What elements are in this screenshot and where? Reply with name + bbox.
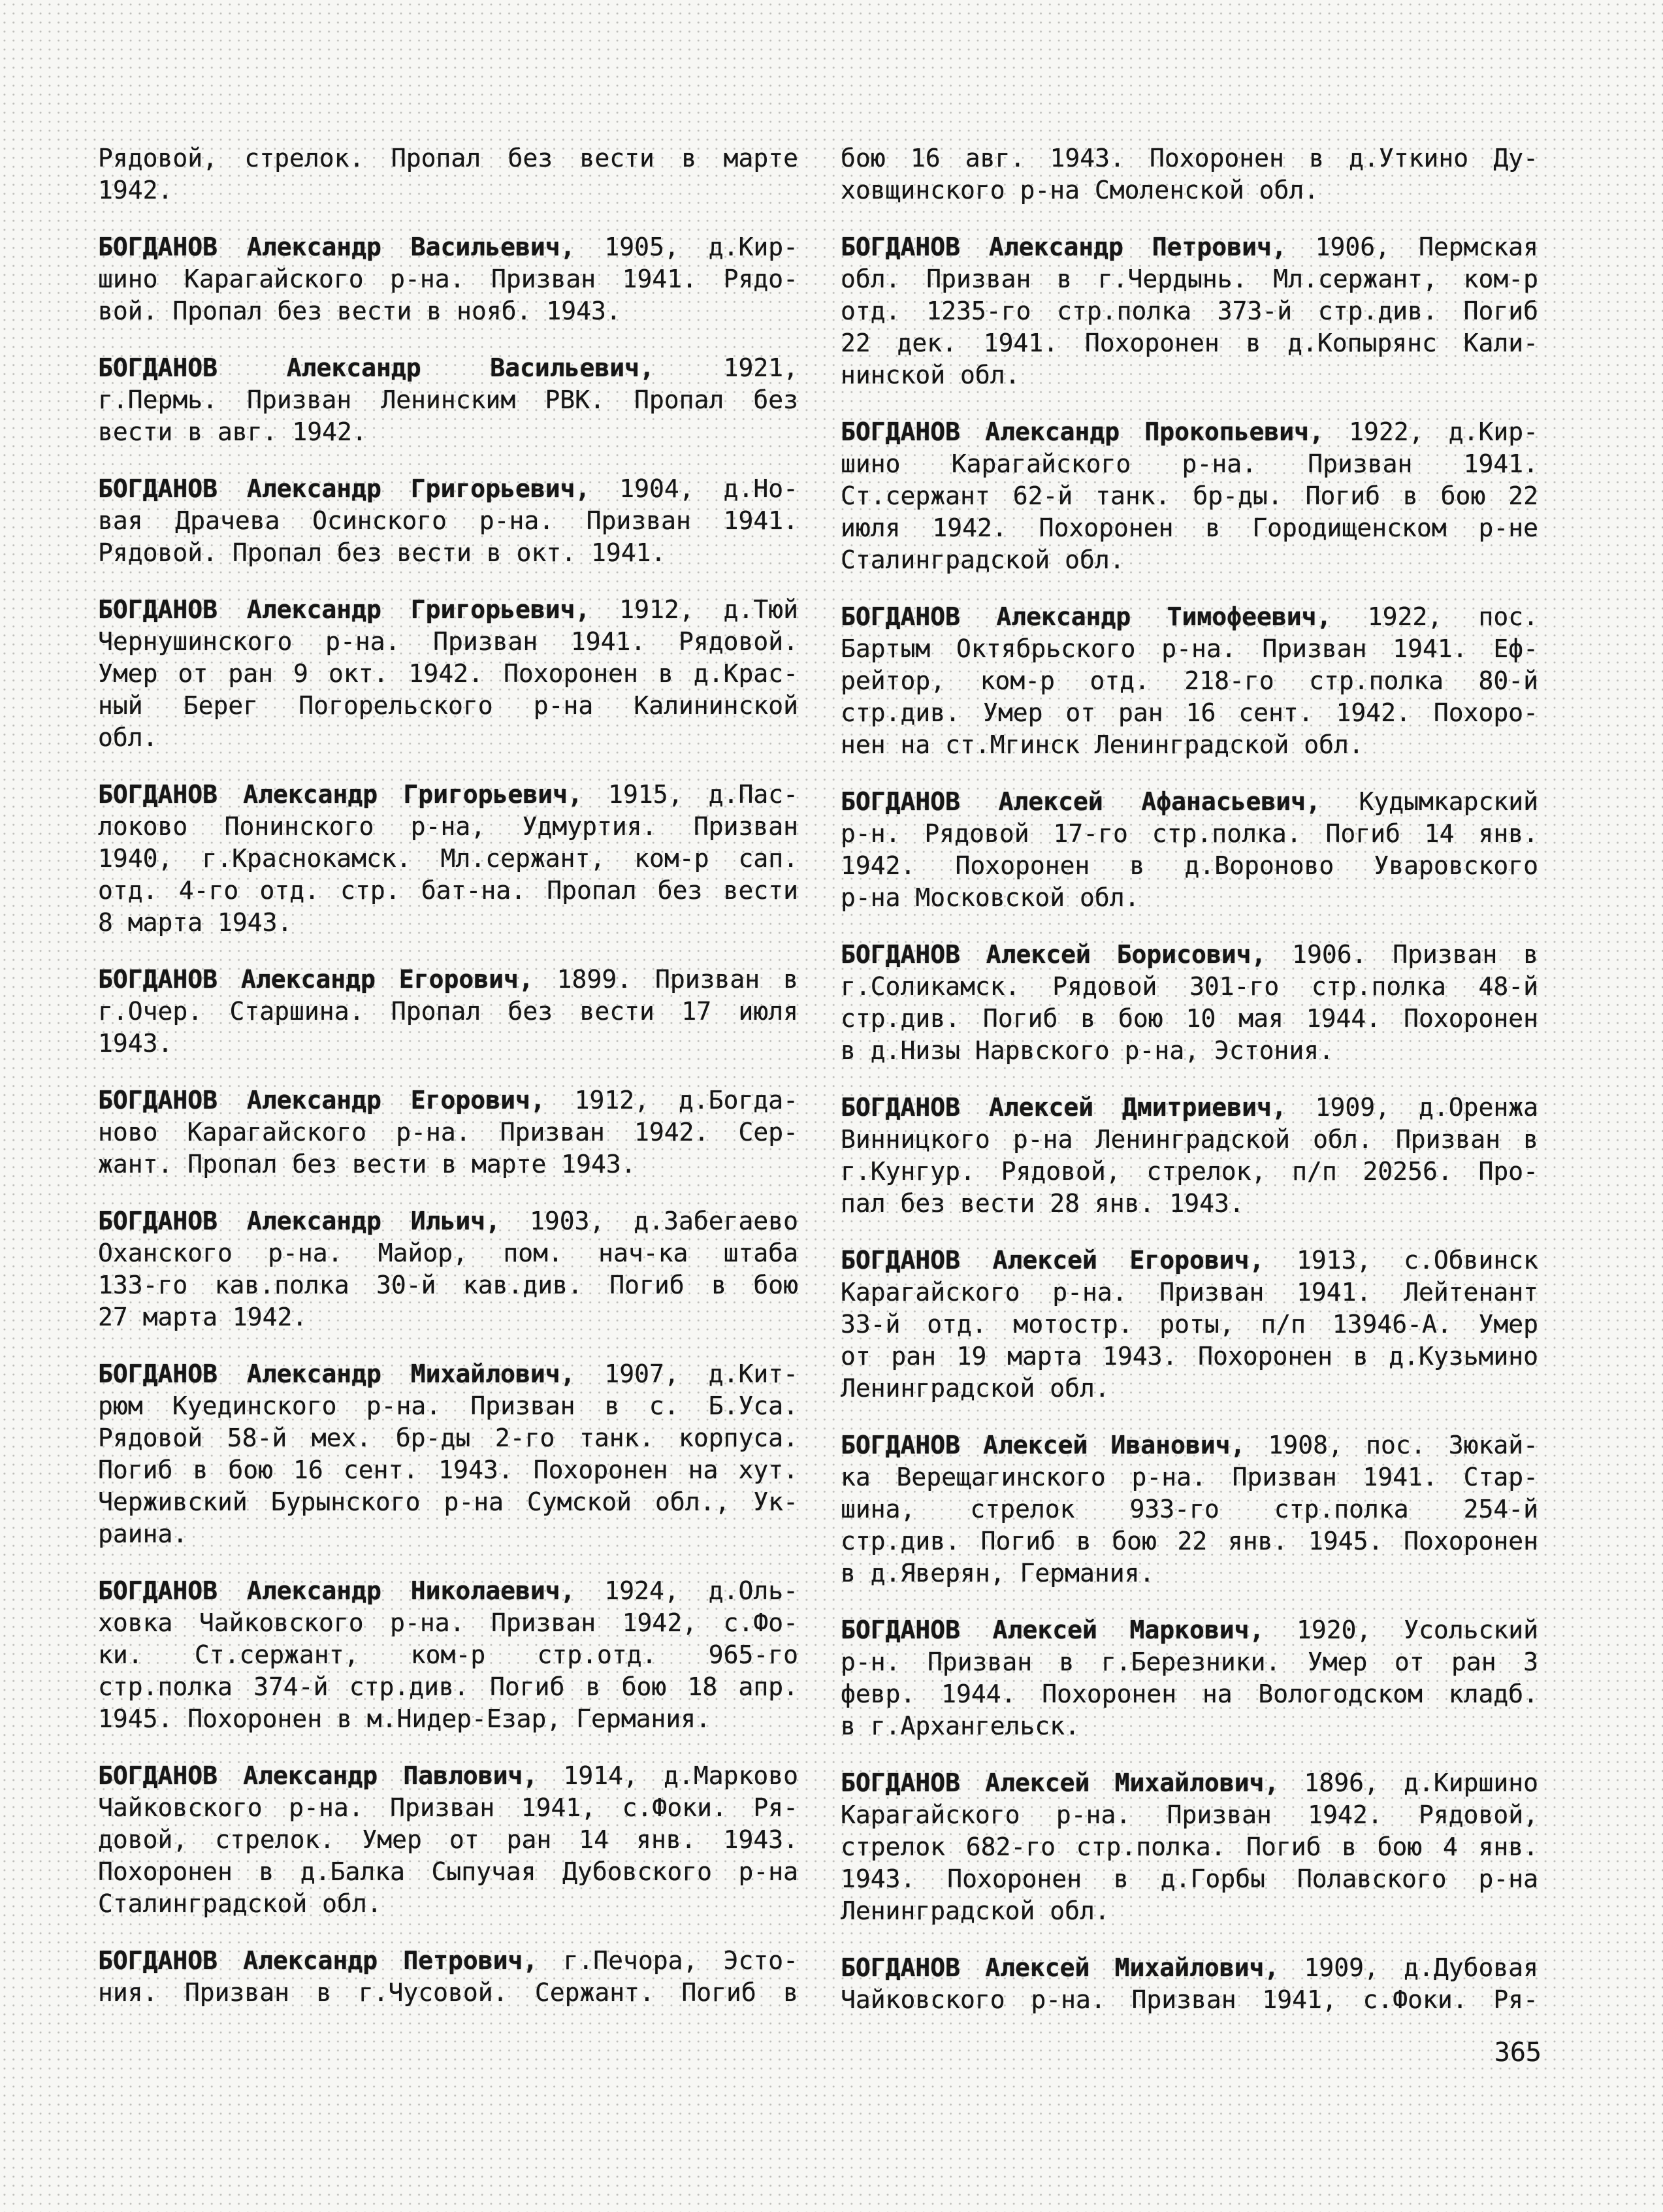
entry-line: отд. 1235-го стр.полка 373-й стр.див. Погиб (841, 297, 1538, 325)
entry-line: 1943. (98, 1029, 173, 1058)
entry-line: нен на ст.Мгинск Ленинградской обл. (841, 730, 1364, 759)
entry-line: Винницкого р-на Ленинградской обл. Призван в (841, 1125, 1538, 1154)
entry (98, 231, 798, 327)
entry-line: 1943. Похоронен в д.Горбы Полавского р-на (841, 1864, 1538, 1893)
entry-line: рюм Куединского р-на. Призван в с. Б.Уса. (98, 1391, 798, 1420)
entry-line: БОГДАНОВ Александр Петрович, г.Печора, Эсто- (98, 1946, 798, 1975)
entry-line: БОГДАНОВ Александр Ильич, 1903, д.Забегаево (98, 1207, 798, 1235)
entry-name: БОГДАНОВ Алексей Дмитриевич, (841, 1093, 1287, 1122)
entry-line: БОГДАНОВ Алексей Михайлович, 1909, д.Дубовая (841, 1953, 1538, 1982)
entry (841, 231, 1538, 391)
entry-line: шина, стрелок 933-го стр.полка 254-й (841, 1495, 1538, 1523)
entry-line: шино Карагайского р-на. Призван 1941. (841, 449, 1538, 478)
entry-name: БОГДАНОВ Александр Егорович, (98, 1086, 545, 1114)
entry-line: рейтор, ком-р отд. 218-го стр.полка 80-й (841, 666, 1538, 695)
entry-line: БОГДАНОВ Алексей Афанасьевич, Кудымкарский (841, 787, 1538, 816)
entry-line: 1942. Похоронен в д.Вороново Уваровского (841, 851, 1538, 880)
entry-line: бою 16 авг. 1943. Похоронен в д.Уткино Ду- (841, 144, 1538, 172)
entry-line: р-н. Рядовой 17-го стр.полка. Погиб 14 янв. (841, 819, 1538, 848)
entry-line: БОГДАНОВ Алексей Михайлович, 1896, д.Киршино (841, 1768, 1538, 1797)
entry-line: БОГДАНОВ Алексей Иванович, 1908, пос. Зюкай- (841, 1431, 1538, 1459)
entry-line: г.Кунгур. Рядовой, стрелок, п/п 20256. Про- (841, 1157, 1538, 1186)
entry (98, 473, 798, 569)
entry-line: Сталинградской обл. (98, 1889, 382, 1918)
entry (841, 1244, 1538, 1405)
entry-line: г.Соликамск. Рядовой 301-го стр.полка 48-й (841, 972, 1538, 1001)
entry-line: февр. 1944. Похоронен на Вологодском кладб. (841, 1680, 1538, 1708)
entry-name: БОГДАНОВ Александр Григорьевич, (98, 780, 583, 809)
entry-name: БОГДАНОВ Алексей Маркович, (841, 1616, 1265, 1644)
entry-line: в д.Яверян, Германия. (841, 1559, 1155, 1587)
entry-line: БОГДАНОВ Алексей Егорович, 1913, с.Обвинск (841, 1246, 1538, 1275)
entry (98, 1358, 798, 1550)
entry-line: БОГДАНОВ Александр Васильевич, 1921, (98, 353, 798, 382)
entry-line: БОГДАНОВ Александр Егорович, 1899. Призван в (98, 965, 798, 994)
entry-line: пал без вести 28 янв. 1943. (841, 1189, 1244, 1218)
entry-line: 22 дек. 1941. Похоронен в д.Копырянс Кали- (841, 329, 1538, 357)
entry-line: Похоронен в д.Балка Сыпучая Дубовского р-на (98, 1857, 798, 1886)
entry-line: вести в авг. 1942. (98, 417, 367, 446)
entry-line: БОГДАНОВ Александр Николаевич, 1924, д.Оль- (98, 1576, 798, 1605)
entry-line: от ран 19 марта 1943. Похоронен в д.Кузьмино (841, 1342, 1538, 1371)
entry-line: Бартым Октябрьского р-на. Призван 1941. Еф- (841, 634, 1538, 663)
column-left (98, 142, 798, 2034)
entry (98, 1205, 798, 1333)
entry-line: Карагайского р-на. Призван 1942. Рядовой, (841, 1800, 1538, 1829)
entry-line: БОГДАНОВ Александр Григорьевич, 1912, д.Тюй (98, 595, 798, 624)
entry-name: БОГДАНОВ Александр Егорович, (98, 965, 534, 994)
entry-line: ховка Чайковского р-на. Призван 1942, с.Фо- (98, 1608, 798, 1637)
entry (98, 352, 798, 448)
entry-name: БОГДАНОВ Александр Васильевич, (98, 233, 575, 261)
entry-line: жант. Пропал без вести в марте 1943. (98, 1150, 636, 1179)
entry-name: БОГДАНОВ Александр Тимофеевич, (841, 602, 1332, 631)
entry (841, 601, 1538, 761)
entry-line: стр.див. Умер от ран 16 сент. 1942. Похоро- (841, 698, 1538, 727)
entry (841, 1429, 1538, 1589)
entry-line: ка Верещагинского р-на. Призван 1941. Стар- (841, 1463, 1538, 1491)
entry-line: обл. (98, 723, 158, 752)
entry-line: обл. Призван в г.Чердынь. Мл.сержант, ком-р (841, 265, 1538, 293)
entry-line: Карагайского р-на. Призван 1941. Лейтенант (841, 1278, 1538, 1307)
entry-line: БОГДАНОВ Александр Павлович, 1914, д.Марково (98, 1761, 798, 1790)
entry-line: р-на Московской обл. (841, 883, 1140, 912)
entry-name: БОГДАНОВ Александр Михайлович, (98, 1359, 575, 1388)
entry-line: БОГДАНОВ Александр Григорьевич, 1915, д.Пас- (98, 780, 798, 809)
entry-name: БОГДАНОВ Алексей Егорович, (841, 1246, 1265, 1275)
entry-line: локово Понинского р-на, Удмуртия. Призван (98, 812, 798, 841)
entry-line: Рядовой 58-й мех. бр-ды 2-го танк. корпуса. (98, 1423, 798, 1452)
entry-line: раина. (98, 1520, 188, 1548)
entry-line: июля 1942. Похоронен в Городищенском р-не (841, 513, 1538, 542)
entry-line: 27 марта 1942. (98, 1303, 308, 1331)
entry-line: Погиб в бою 16 сент. 1943. Похоронен на хут. (98, 1456, 798, 1484)
entry-line: БОГДАНОВ Алексей Дмитриевич, 1909, д.Оренжа (841, 1093, 1538, 1122)
entry-line: в г.Архангельск. (841, 1712, 1080, 1740)
entry (98, 1945, 798, 2009)
entry (841, 1092, 1538, 1220)
entry-name: БОГДАНОВ Александр Петрович, (98, 1946, 538, 1975)
entry (98, 594, 798, 754)
entry-line: ховщинского р-на Смоленской обл. (841, 176, 1319, 204)
entry (841, 1767, 1538, 1927)
entry (98, 779, 798, 939)
entry-name: БОГДАНОВ Алексей Борисович, (841, 940, 1267, 969)
entry (98, 1084, 798, 1180)
entry-line: отд. 4-го отд. стр. бат-на. Пропал без вести (98, 876, 798, 905)
entry-line: ния. Призван в г.Чусовой. Сержант. Погиб в (98, 1978, 798, 2007)
entry-line: вой. Пропал без вести в нояб. 1943. (98, 297, 621, 325)
entry-line: ново Карагайского р-на. Призван 1942. Сер- (98, 1118, 798, 1147)
entry-name: БОГДАНОВ Александр Ильич, (98, 1207, 501, 1235)
entry-line: шино Карагайского р-на. Призван 1941. Рядо- (98, 265, 798, 293)
entry (841, 1614, 1538, 1742)
entry-line: Черживский Бурынского р-на Сумской обл., Ук- (98, 1488, 798, 1516)
entry-name: БОГДАНОВ Алексей Михайлович, (841, 1768, 1280, 1797)
entry-line: БОГДАНОВ Александр Егорович, 1912, д.Богда- (98, 1086, 798, 1114)
entry-line: Ленинградской обл. (841, 1374, 1110, 1403)
entry-line: 8 марта 1943. (98, 908, 293, 937)
entry (98, 142, 798, 206)
entry (841, 142, 1538, 206)
entry-line: стр.полка 374-й стр.див. Погиб в бою 18 апр. (98, 1672, 798, 1701)
entry-line: Рядовой. Пропал без вести в окт. 1941. (98, 538, 666, 567)
entry-line: БОГДАНОВ Алексей Маркович, 1920, Усольский (841, 1616, 1538, 1644)
entry-name: БОГДАНОВ Алексей Михайлович, (841, 1953, 1280, 1982)
entry-line: 33-й отд. мотостр. роты, п/п 13946-А. Умер (841, 1310, 1538, 1339)
entry-line: нинской обл. (841, 361, 1020, 389)
entry-name: БОГДАНОВ Александр Васильевич, (98, 353, 654, 382)
entry (841, 1952, 1538, 2016)
column-right (841, 142, 1538, 2041)
entry-line: БОГДАНОВ Александр Тимофеевич, 1922, пос. (841, 602, 1538, 631)
entry (98, 1575, 798, 1735)
entry-name: БОГДАНОВ Александр Петрович, (841, 233, 1287, 261)
entry-name: БОГДАНОВ Александр Григорьевич, (98, 474, 590, 503)
entry-line: стр.див. Погиб в бою 10 мая 1944. Похоронен (841, 1004, 1538, 1033)
entry (841, 939, 1538, 1067)
entry-line: г.Пермь. Призван Ленинским РВК. Пропал без (98, 385, 798, 414)
entry-line: БОГДАНОВ Алексей Борисович, 1906. Призван в (841, 940, 1538, 969)
entry-line: в д.Низы Нарвского р-на, Эстония. (841, 1036, 1334, 1065)
entry-line: 133-го кав.полка 30-й кав.див. Погиб в бою (98, 1271, 798, 1299)
entry-line: Рядовой, стрелок. Пропал без вести в марте (98, 144, 798, 172)
entry-line: стр.див. Погиб в бою 22 янв. 1945. Похоронен (841, 1527, 1538, 1555)
entry-name: БОГДАНОВ Александр Николаевич, (98, 1576, 575, 1605)
entry-line: Ленинградской обл. (841, 1896, 1110, 1925)
entry-line: 1945. Похоронен в м.Нидер-Езар, Германия. (98, 1704, 711, 1733)
entry-line: стрелок 682-го стр.полка. Погиб в бою 4 янв. (841, 1832, 1538, 1861)
entry (98, 1760, 798, 1920)
entry-line: БОГДАНОВ Александр Григорьевич, 1904, д.Но- (98, 474, 798, 503)
entry-name: БОГДАНОВ Александр Павлович, (98, 1761, 538, 1790)
entry-line: г.Очер. Старшина. Пропал без вести 17 июля (98, 997, 798, 1026)
entry-line: ки. Ст.сержант, ком-р стр.отд. 965-го (98, 1640, 798, 1669)
entry-line: 1942. (98, 176, 173, 204)
entry-line: Чайковского р-на. Призван 1941, с.Фоки. Ря- (841, 1985, 1538, 2014)
entry (841, 786, 1538, 914)
entry-line: Ст.сержант 62-й танк. бр-ды. Погиб в бою 22 (841, 481, 1538, 510)
entry-name: БОГДАНОВ Алексей Афанасьевич, (841, 787, 1321, 816)
entry-line: БОГДАНОВ Александр Прокопьевич, 1922, д.Кир- (841, 417, 1538, 446)
entry-line: Чернушинского р-на. Призван 1941. Рядовой. (98, 627, 798, 656)
entry-line: БОГДАНОВ Александр Михайлович, 1907, д.Кит- (98, 1359, 798, 1388)
entry-line: Умер от ран 9 окт. 1942. Похоронен в д.Крас- (98, 659, 798, 688)
entry-line: БОГДАНОВ Александр Петрович, 1906, Пермская (841, 233, 1538, 261)
entry-line: р-н. Призван в г.Березники. Умер от ран 3 (841, 1648, 1538, 1676)
entry (98, 964, 798, 1060)
entry-line: БОГДАНОВ Александр Васильевич, 1905, д.Кир- (98, 233, 798, 261)
entry-name: БОГДАНОВ Алексей Иванович, (841, 1431, 1246, 1459)
page-number: 365 (1494, 2038, 1542, 2068)
entry-line: довой, стрелок. Умер от ран 14 янв. 1943. (98, 1825, 798, 1854)
entry-name: БОГДАНОВ Александр Прокопьевич, (841, 417, 1324, 446)
entry (841, 416, 1538, 576)
entry-line: вая Драчева Осинского р-на. Призван 1941. (98, 506, 798, 535)
entry-line: Чайковского р-на. Призван 1941, с.Фоки. Ря- (98, 1793, 798, 1822)
entry-name: БОГДАНОВ Александр Григорьевич, (98, 595, 590, 624)
entry-line: Сталинградской обл. (841, 545, 1125, 574)
entry-line: ный Берег Погорельского р-на Калининской (98, 691, 798, 720)
entry-line: Оханского р-на. Майор, пом. нач-ка штаба (98, 1239, 798, 1267)
entry-line: 1940, г.Краснокамск. Мл.сержант, ком-р сап. (98, 844, 798, 873)
